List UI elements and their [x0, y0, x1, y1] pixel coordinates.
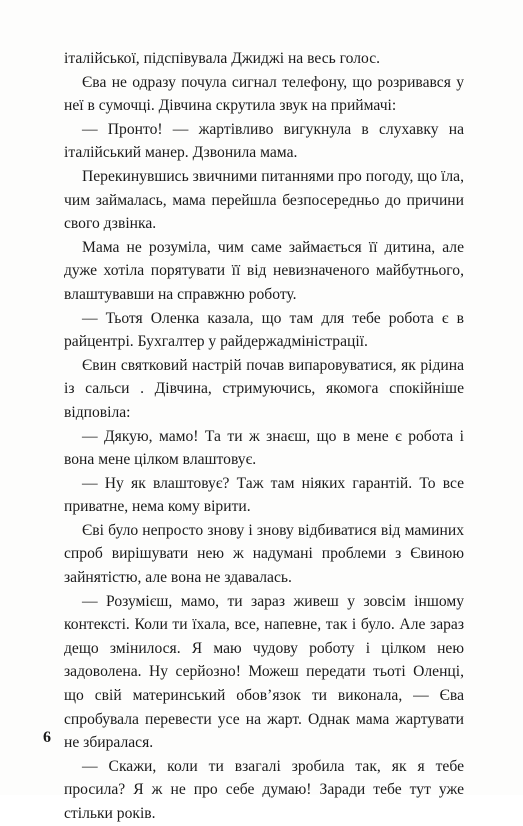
paragraph: — Дякую, мамо! Та ти ж знаєш, що в мене є робота і вона мене цілком влаштовує. — [64, 427, 464, 469]
body-text — [64, 47, 464, 826]
paragraph: — Ну як влаштовує? Таж там ніяких гарантій. То все приватне, нема кому вірити. — [64, 474, 464, 516]
paragraph: Єва не одразу почула сигнал телефону, що розривався у неї в сумочці. Дівчина скрутила звук на приймачі: — [64, 73, 464, 115]
paragraph: — Пронто! — жартівливо вигукнула в слухавку на італійський манер. Дзвонила мама. — [64, 120, 464, 162]
page-number: 6 — [43, 729, 51, 746]
paragraph: Перекинувшись звичними питаннями про погоду, що їла, чим займалась, мама перейшла безпосередньо до причини свого дзвінка. — [64, 167, 464, 233]
paragraph: — Скажи, коли ти взагалі зробила так, як я тебе просила? Я ж не про себе думаю! Заради тебе тут уже стільки років. — [64, 757, 464, 822]
paragraph: Євин святковий настрій почав випаровуватися, як рідина із сальси . Дівчина, стримуючись, якомога спокійніше відповіла: — [64, 356, 464, 421]
paragraph: Єві було непросто знову і знову відбиватися від маминих спроб вирішувати нею ж надумані проблеми з Євиною зайнятістю, але вона не здавалась. — [64, 521, 464, 587]
paragraph: Мама не розуміла, чим саме займається її дитина, але дуже хотіла порятувати її від невизначеного майбутнього, влаштувавши на справжню роботу. — [64, 238, 464, 303]
paragraph: — Розумієш, мамо, ти зараз живеш у зовсім іншому контексті. Коли ти їхала, все, напевне, так і було. Але зараз дещо змінилося. Я маю чудову роботу і цілком нею задоволена. Ну серйозно! Можеш передати тьоті Оленці, що свій материнський обов’язок ти виконала, — Єва спробувала перевести усе на жарт. Однак мама жартувати не збиралася. — [64, 592, 464, 752]
paragraph: італійської, підспівувала Джиджі на весь голос. — [64, 50, 381, 67]
paragraph: — Тьотя Оленка казала, що там для тебе робота є в райцентрі. Бухгалтер у райдержадміністрації. — [64, 309, 464, 351]
